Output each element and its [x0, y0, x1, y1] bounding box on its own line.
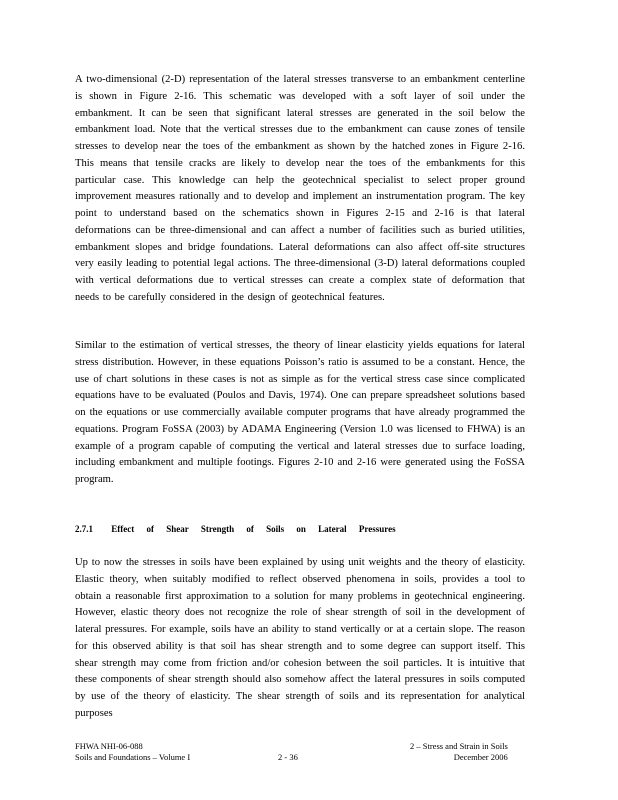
footer-page-number: 2 - 36	[278, 752, 298, 762]
paragraph-shear-strength: Up to now the stresses in soils have been explained by using unit weights and the theory of elasticity. Elastic theory, when suitably modified to reflect observed phenomena in soils, provides a tool to obtain a reasonable first approximation to a solution for many problems in geotechnical engineering. However, elastic theory does not recognize the role of shear strength of soil in the development of lateral pressures. For example, soils have an ability to stand vertically or at a certain slope. The reason for this observed ability is that soil has shear strength and to some degree can support itself. This shear strength may come from friction and/or cohesion between the soil particles. It is intuitive that these components of shear strength should also somehow affect the lateral pressures in soils computed by use of the theory of elasticity. The shear strength of soils and its representation for analytical purposes	[75, 557, 525, 719]
section-title: Effect of Shear Strength of Soils on Lateral Pressures	[111, 524, 396, 534]
paragraph-lateral-stress-2d: A two-dimensional (2-D) representation of the lateral stresses transverse to an embankment centerline is shown in Figure 2-16. This schematic was developed with a soft layer of soil under the embankment. It can be seen that significant lateral stresses are generated in the soil below the embankment load. Note that the vertical stresses due to the embankment can cause zones of tensile stresses to develop near the toes of the embankment as shown by the hatched zones in Figure 2-16. This means that tensile cracks are likely to develop near the toes of the embankments for this particular case. This knowledge can help the geotechnical specialist to select proper ground improvement measures rationally and to develop and implement an instrumentation program. The key point to understand based on the schematics shown in Figures 2-15 and 2-16 is that lateral deformations can be three-dimensional and can affect a number of facilities such as buried utilities, embankment slopes and bridge foundations. Lateral deformations can also affect off-site structures very easily leading to potential legal actions. The three-dimensional (3-D) lateral deformations coupled with vertical deformations due to vertical stresses can create a complex state of deformation that needs to be carefully considered in the design of geotechnical features.	[75, 74, 525, 303]
footer-publication-id: FHWA NHI-06-088	[75, 741, 143, 751]
footer-chapter: 2 – Stress and Strain in Soils	[410, 741, 508, 751]
footer-left	[75, 741, 190, 763]
footer-date: December 2006	[453, 752, 508, 762]
footer-right	[410, 741, 508, 763]
footer-volume: Soils and Foundations – Volume I	[75, 752, 191, 762]
paragraph-elasticity-equations: Similar to the estimation of vertical stresses, the theory of linear elasticity yields equations for lateral stress distribution. However, in these equations Poisson’s ratio is assumed to be a constant. Hence, the use of chart solutions in these cases is not as simple as for the vertical stress case since complicated equations have to be evaluated (Poulos and Davis, 1974). One can prepare spreadsheet solutions based on the equations or use commercially available computer programs that have already programmed the equations. Program FoSSA (2003) by ADAMA Engineering (Version 1.0 was licensed to FHWA) is an example of a program capable of computing the vertical and lateral stresses due to surface loading, including embankment and multiple footings. Figures 2-10 and 2-16 were generated using the FoSSA program.	[75, 340, 525, 485]
section-number: 2.7.1	[75, 524, 93, 534]
section-heading	[75, 523, 396, 535]
